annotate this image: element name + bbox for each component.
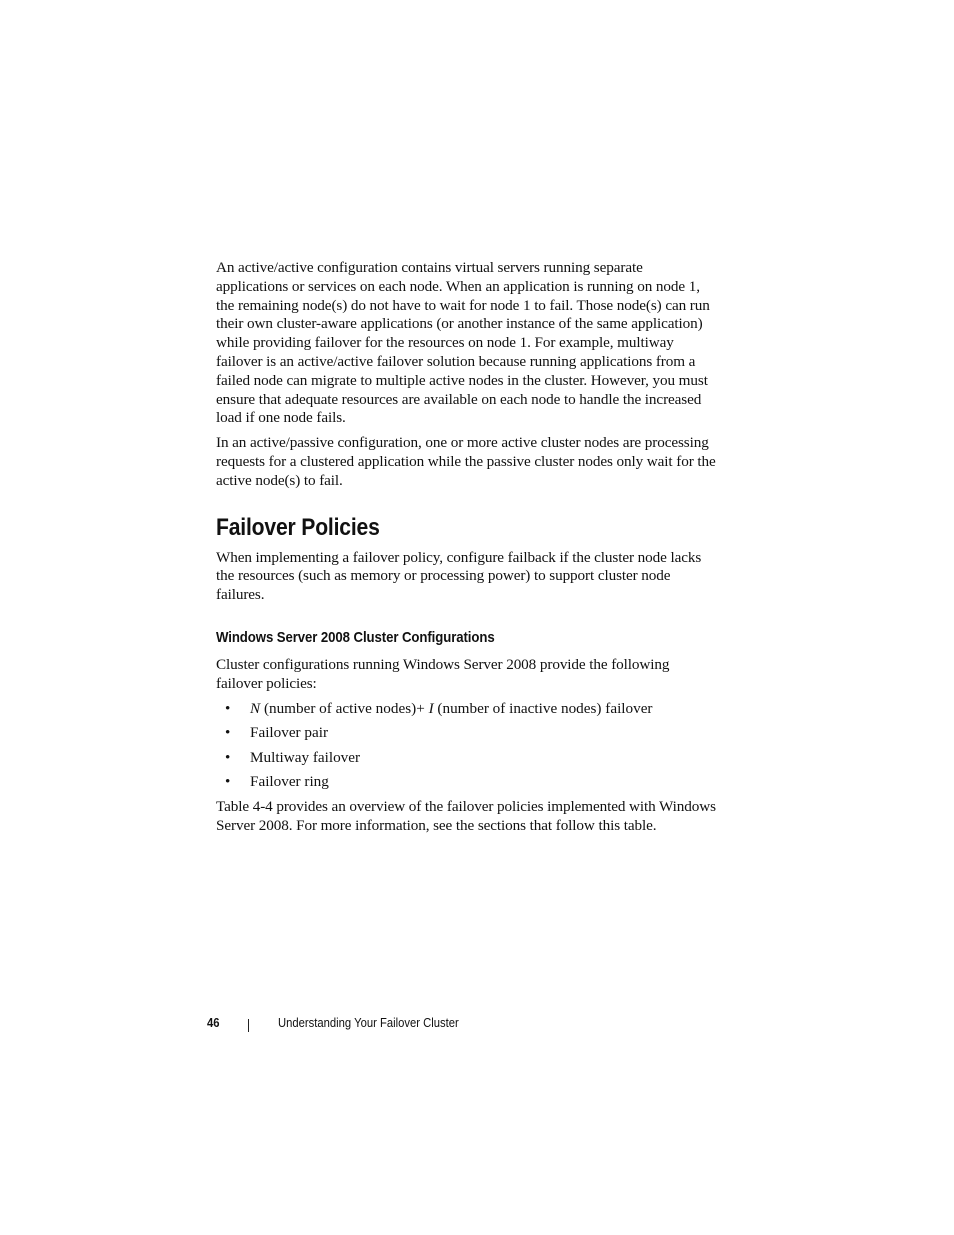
footer-divider bbox=[248, 1019, 249, 1032]
paragraph-failback: When implementing a failover policy, configure failback if the cluster node lacks the resources (such as memory or processing power) to support cluster node failures. bbox=[216, 548, 702, 604]
paragraph-table-overview: Table 4-4 provides an overview of the failover policies implemented with Windows Server 2008. For more information, see the sections that follow this table. bbox=[216, 798, 716, 834]
list-item-failover-pair bbox=[216, 724, 716, 743]
bullet-icon: • bbox=[225, 724, 231, 742]
list-item-label: Failover ring bbox=[250, 773, 329, 791]
bullet-icon: • bbox=[225, 773, 231, 791]
list-item-multiway-failover bbox=[216, 749, 716, 768]
bullet-icon: • bbox=[225, 748, 231, 766]
active-nodes-text: (number of active nodes) bbox=[260, 699, 417, 717]
inactive-nodes-text: (number of inactive nodes) failover bbox=[433, 699, 653, 717]
n-variable: N bbox=[250, 699, 261, 717]
chapter-title: Understanding Your Failover Cluster bbox=[278, 1016, 459, 1030]
page-footer bbox=[0, 1016, 954, 1034]
bullet-icon: • bbox=[225, 699, 231, 717]
failover-policy-list bbox=[216, 700, 716, 793]
section-heading-failover-policies: Failover Policies bbox=[216, 513, 380, 541]
paragraph-cluster-configurations: Cluster configurations running Windows Server 2008 provide the following failover policies: bbox=[216, 655, 670, 692]
page-content bbox=[216, 259, 716, 836]
page-number: 46 bbox=[207, 1016, 220, 1030]
paragraph-active-passive: In an active/passive configuration, one or more active cluster nodes are processing requests for a clustered application while the passive cluster nodes only wait for the active node(s) to fail. bbox=[216, 434, 716, 489]
subsection-heading-windows-server-2008: Windows Server 2008 Cluster Configurations bbox=[216, 628, 495, 646]
list-item-n-plus-i bbox=[216, 700, 716, 719]
list-item-failover-ring bbox=[216, 773, 716, 792]
list-item-label: Multiway failover bbox=[250, 748, 361, 766]
paragraph-active-active: An active/active configuration contains virtual servers running separate applications or services on each node. When an application is running on node 1, the remaining node(s) do not have to wait for node 1 to fail. Those node(s) can run their own cluster-aware applications (or another instance of the same application) while providing failover for the resources on node 1. For example, multiway failover is an active/active failover solution because running applications from a failed node can migrate to multiple active nodes in the cluster. However, you must ensure that adequate resources are available on each node to handle the increased load if one node fails. bbox=[216, 259, 710, 427]
list-item-label: Failover pair bbox=[250, 724, 329, 742]
i-variable: I bbox=[428, 699, 434, 717]
plus-sign: + bbox=[416, 699, 429, 717]
